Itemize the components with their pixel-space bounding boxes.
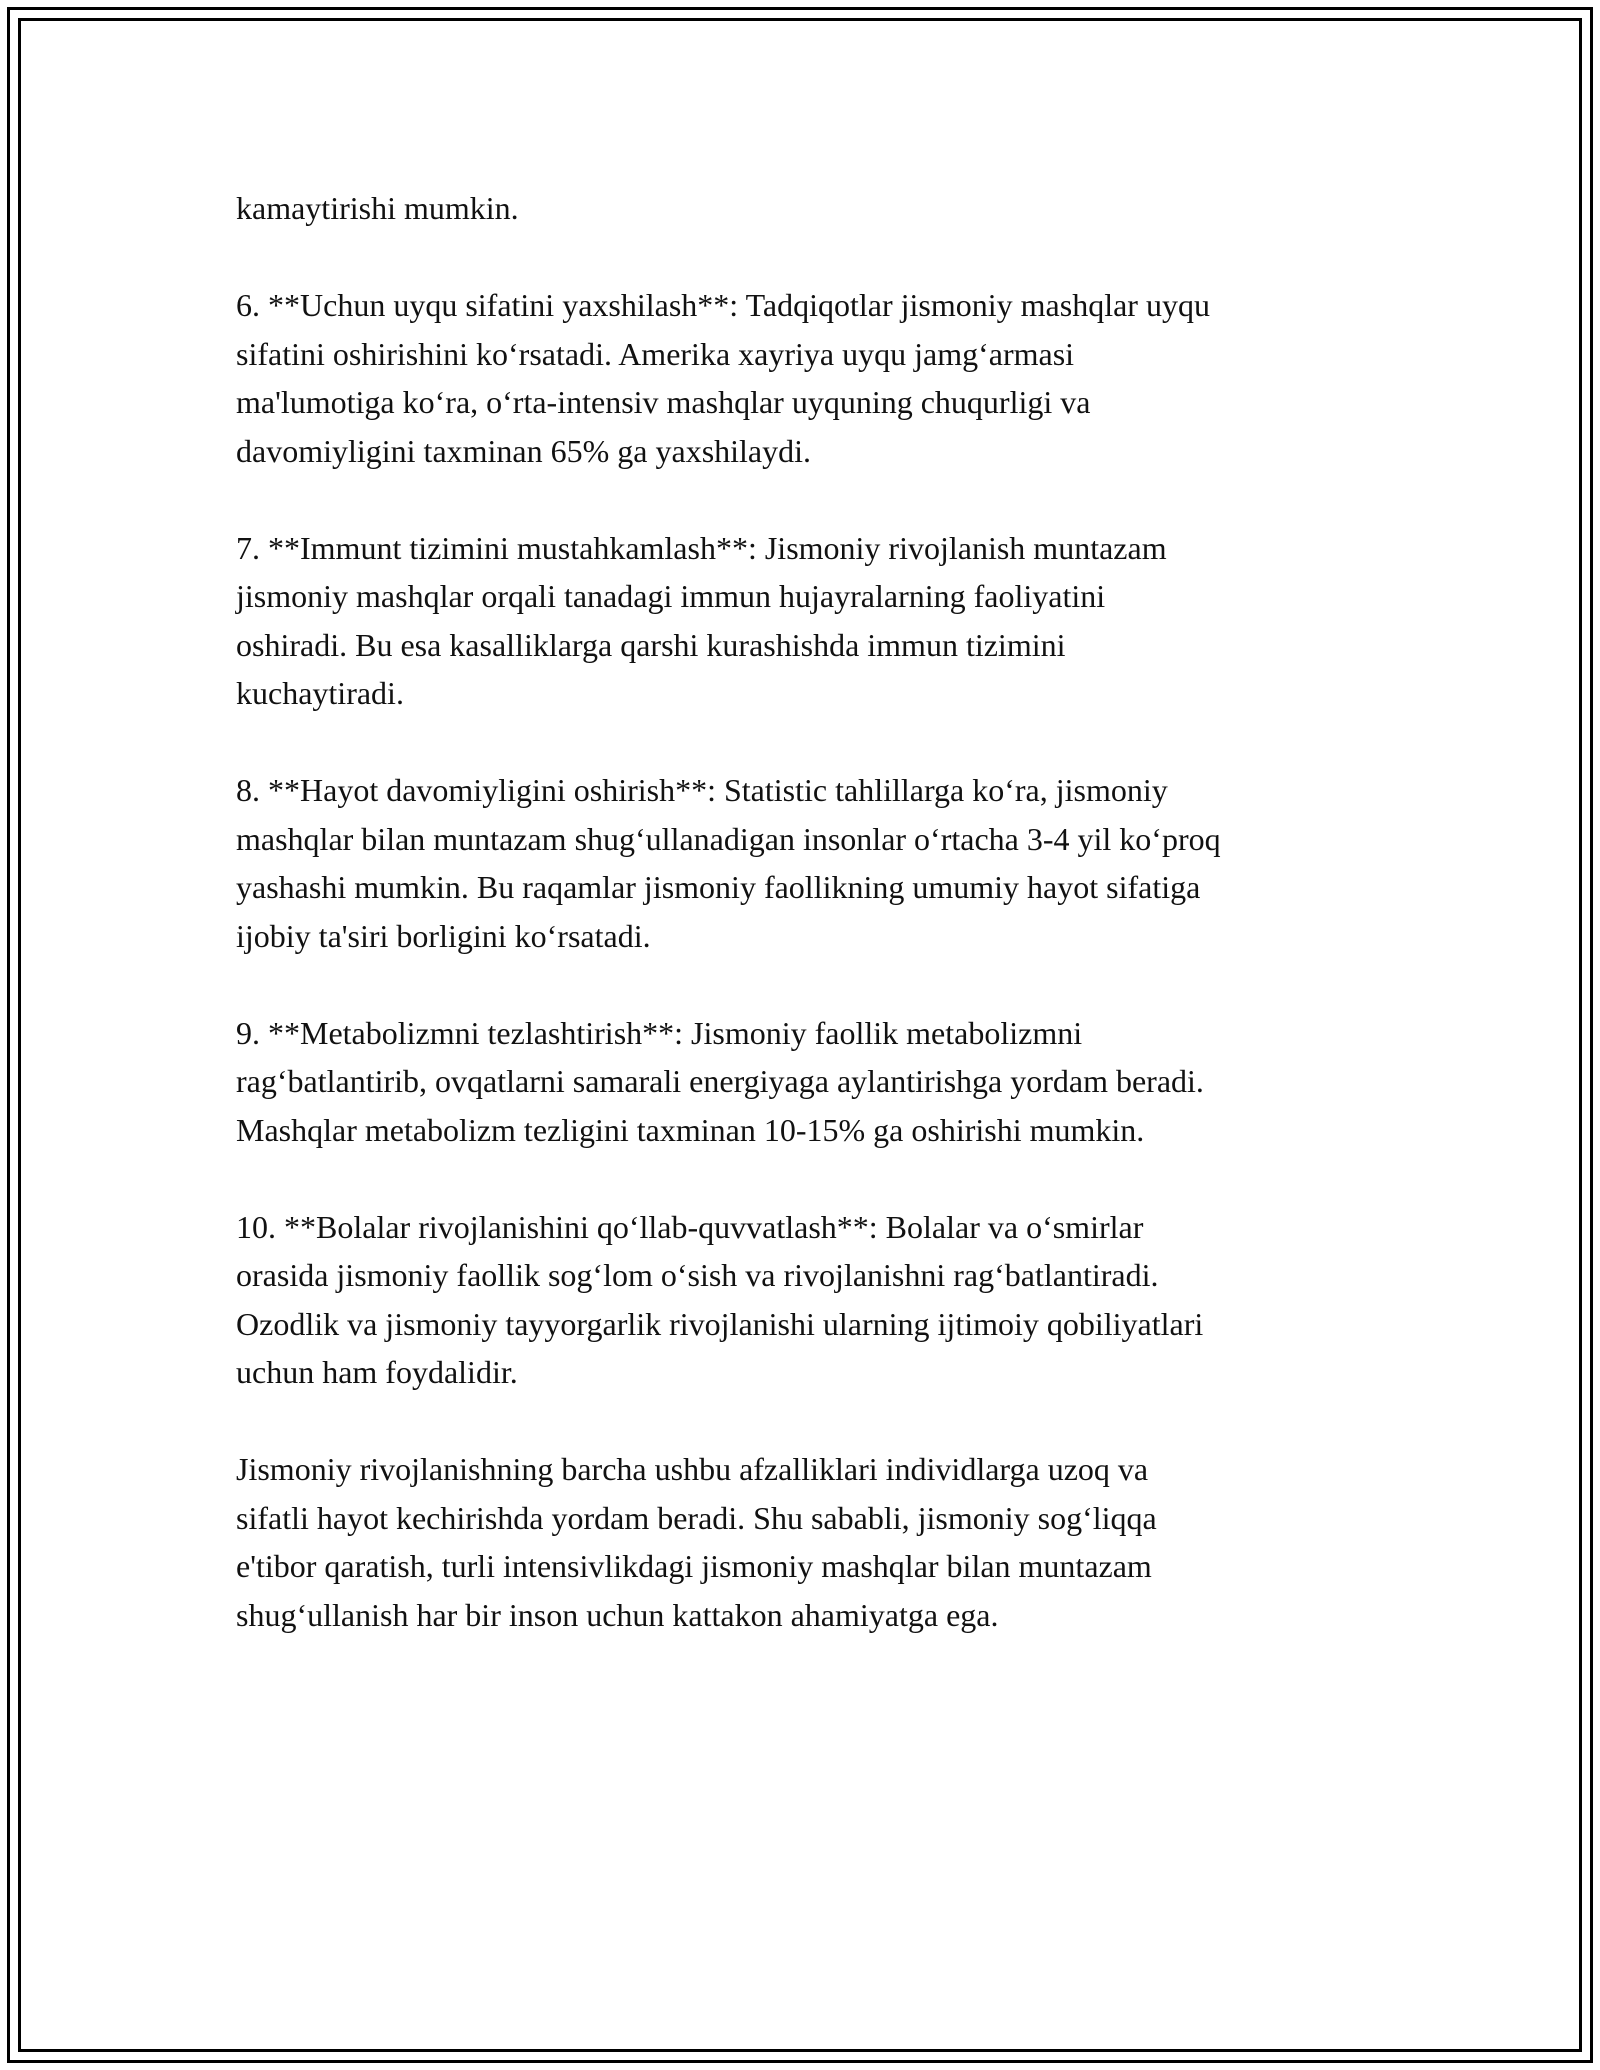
paragraph-item-8-longevity: 8. **Hayot davomiyligini oshirish**: Statistic tahlillarga ko‘ra, jismoniy mashqlar bilan muntazam shug‘ullanadigan insonlar o‘rtacha 3-4 yil ko‘proq yashashi mumkin. Bu raqamlar jismoniy faollikning umumiy hayot sifatiga ijobiy ta'siri borligini ko‘rsatadi. bbox=[236, 772, 1221, 954]
paragraph-item-10-children: 10. **Bolalar rivojlanishini qo‘llab-quvvatlash**: Bolalar va o‘smirlar orasida jismoniy faollik sog‘lom o‘sish va rivojlanishni rag‘batlantiradi. Ozodlik va jismoniy tayyorgarlik rivojlanishi ularning ijtimoiy qobiliyatlari uchun ham foydalidir. bbox=[236, 1208, 1204, 1390]
paragraph-item-9-metabolism: 9. **Metabolizmni tezlashtirish**: Jismoniy faollik metabolizmni rag‘batlantirib, ovqatlarni samarali energiyaga aylantirishga yordam beradi. Mashqlar metabolizm tezligini taxminan 10-15% ga oshirishi mumkin. bbox=[236, 1014, 1204, 1148]
paragraph-continuation: kamaytirishi mumkin. bbox=[236, 190, 519, 226]
document-body bbox=[236, 184, 1366, 1639]
paragraph-item-7-immune: 7. **Immunt tizimini mustahkamlash**: Jismoniy rivojlanish muntazam jismoniy mashqlar orqali tanadagi immun hujayralarning faoliyatini oshiradi. Bu esa kasalliklarga qarshi kurashishda immun tizimini kuchaytiradi. bbox=[236, 529, 1167, 711]
paragraph-conclusion: Jismoniy rivojlanishning barcha ushbu afzalliklari individlarga uzoq va sifatli hayot kechirishda yordam beradi. Shu sababli, jismoniy sog‘liqqa e'tibor qaratish, turli intensivlikdagi jismoniy mashqlar bilan muntazam shug‘ullanish har bir inson uchun kattakon ahamiyatga ega. bbox=[236, 1451, 1157, 1633]
paragraph-item-6-sleep: 6. **Uchun uyqu sifatini yaxshilash**: Tadqiqotlar jismoniy mashqlar uyqu sifatini oshirishini ko‘rsatadi. Amerika xayriya uyqu jamg‘armasi ma'lumotiga ko‘ra, o‘rta-intensiv mashqlar uyquning chuqurligi va davomiyligini taxminan 65% ga yaxshilaydi. bbox=[236, 287, 1210, 469]
